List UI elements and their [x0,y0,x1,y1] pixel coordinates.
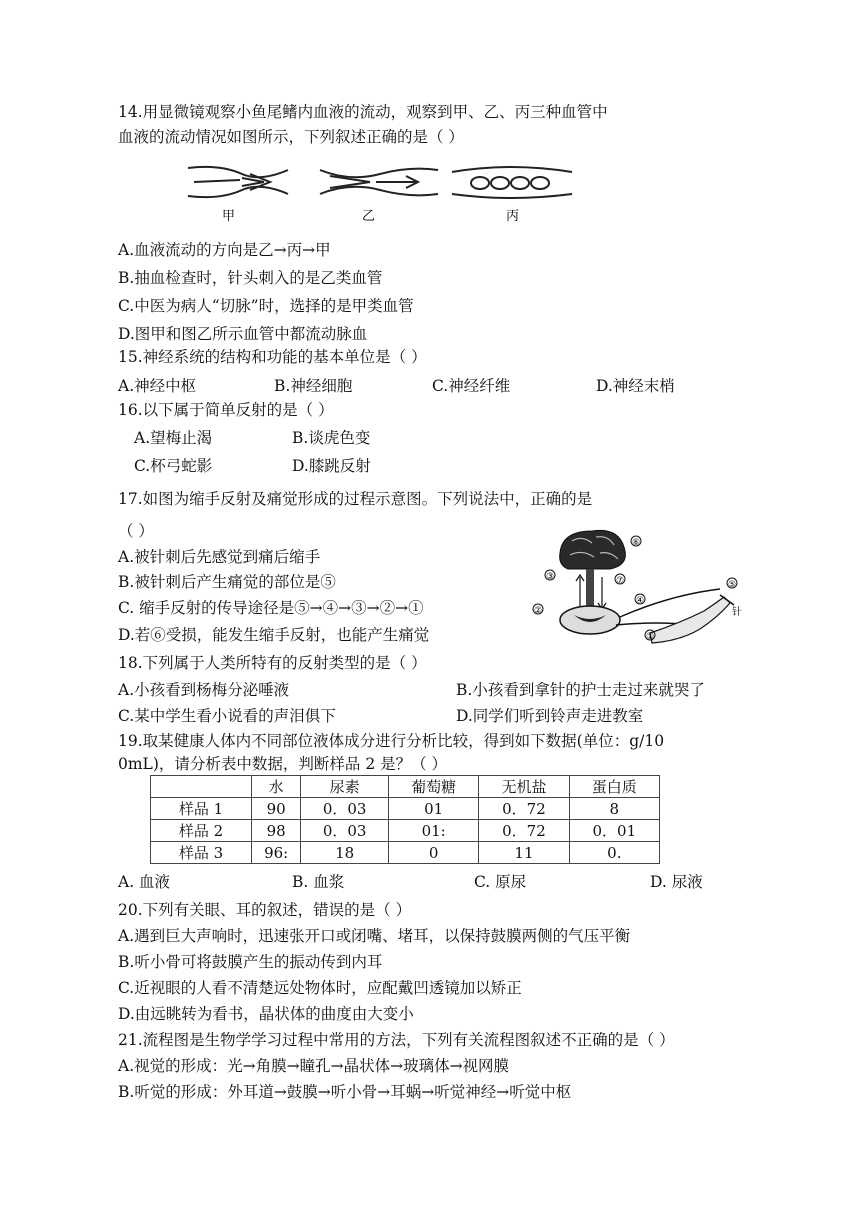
q15-stem: 15.神经系统的结构和功能的基本单位是（ ） [118,348,427,366]
q20-option-b: B.听小骨可将鼓膜产生的振动传到内耳 [118,953,383,971]
vessel-jia-drawing [188,167,288,197]
q20-option-d: D.由远眺转为看书，晶状体的曲度由大变小 [118,1005,414,1023]
q16-option-d: D.膝跳反射 [292,457,371,475]
table-header-cell: 葡萄糖 [388,776,478,798]
q14-option-a: A.血液流动的方向是乙→丙→甲 [118,241,331,259]
figure-label-bing: 丙 [506,209,520,224]
q21-stem: 21.流程图是生物学学习过程中常用的方法，下列有关流程图叙述不正确的是（ ） [118,1031,675,1049]
table-cell: 8 [569,798,659,820]
q17-reflex-arc-figure [520,525,748,649]
table-cell: 96: [252,842,301,864]
q14-blood-vessel-figure [180,160,600,226]
q15-option-c: C.神经纤维 [432,377,511,395]
q17-option-c: C. 缩手反射的传导途径是⑤→④→③→②→① [118,599,424,617]
brain-drawing [560,530,626,569]
q14-stem-line1: 14.用显微镜观察小鱼尾鳍内血液的流动，观察到甲、乙、丙三种血管中 [118,103,608,121]
table-cell: 98 [252,820,301,842]
q16-option-a: A.望梅止渴 [134,429,213,447]
q14-option-d: D.图甲和图乙所示血管中都流动脉血 [118,325,368,343]
table-row [151,842,660,864]
label-7: ⑦ [616,576,625,586]
q16-stem: 16.以下属于简单反射的是（ ） [118,401,334,419]
table-cell: 样品 2 [151,820,252,842]
q19-data-table [150,775,660,864]
q21-option-a: A.视觉的形成：光→角膜→瞳孔→晶状体→玻璃体→视网膜 [118,1057,510,1075]
table-cell: 0．03 [301,798,389,820]
q20-option-c: C.近视眼的人看不清楚远处物体时，应配戴凹透镜加以矫正 [118,979,522,997]
table-header-row [151,776,660,798]
label-3: ③ [546,572,555,582]
spinal-cord-drawing [586,569,594,609]
q21-option-b: B.听觉的形成：外耳道→鼓膜→听小骨→耳蜗→听觉神经→听觉中枢 [118,1083,572,1101]
q17-stem-line1: 17.如图为缩手反射及痛觉形成的过程示意图。下列说法中，正确的是 [118,490,593,508]
q15-option-b: B.神经细胞 [274,377,353,395]
q16-option-b: B.谈虎色变 [292,429,371,447]
label-needle: 针 [732,607,742,618]
label-4: ④ [636,596,645,606]
q17-option-a: A.被针刺后先感觉到痛后缩手 [118,548,321,566]
q18-option-b: B.小孩看到拿针的护士走过来就哭了 [456,681,705,699]
table-row [151,798,660,820]
vessel-yi-drawing [320,169,438,196]
label-6: ⑥ [632,538,641,548]
q18-option-d: D.同学们听到铃声走进教室 [456,707,644,725]
table-header-cell: 无机盐 [479,776,569,798]
q14-stem-line2: 血液的流动情况如图所示，下列叙述正确的是（ ） [118,128,464,146]
table-cell: 01: [388,820,478,842]
q18-option-c: C.某中学生看小说看的声泪俱下 [118,707,336,725]
label-1: ① [646,632,655,642]
table-cell: 0. [569,842,659,864]
q16-option-c: C.杯弓蛇影 [134,457,213,475]
table-cell: 样品 3 [151,842,252,864]
q19-option-a: A. 血液 [118,873,171,891]
q20-option-a: A.遇到巨大声响时，迅速张开口或闭嘴、堵耳，以保持鼓膜两侧的气压平衡 [118,927,631,945]
table-cell: 11 [479,842,569,864]
table-header-cell: 尿素 [301,776,389,798]
q20-stem: 20.下列有关眼、耳的叙述，错误的是（ ） [118,901,412,919]
label-2: ② [534,606,543,616]
q17-option-b: B.被针刺后产生痛觉的部位是⑤ [118,573,336,591]
table-header-cell [151,776,252,798]
q18-stem: 18.下列属于人类所特有的反射类型的是（ ） [118,654,427,672]
table-cell: 18 [301,842,389,864]
table-cell: 0．72 [479,820,569,842]
figure-label-yi: 乙 [362,209,376,224]
q14-option-b: B.抽血检查时，针头刺入的是乙类血管 [118,269,383,287]
figure-label-jia: 甲 [222,209,236,224]
q18-option-a: A.小孩看到杨梅分泌唾液 [118,681,290,699]
q15-option-a: A.神经中枢 [118,377,197,395]
q14-option-c: C.中医为病人“切脉”时，选择的是甲类血管 [118,297,414,315]
q19-option-b: B. 血浆 [292,873,345,891]
table-cell: 0 [388,842,478,864]
q15-option-d: D.神经末梢 [596,377,675,395]
q19-option-c: C. 原尿 [474,873,527,891]
vessel-bing-drawing [452,167,572,198]
q19-stem-line1: 19.取某健康人体内不同部位液体成分进行分析比较，得到如下数据(单位：g/10 [118,732,665,750]
table-cell: 90 [252,798,301,820]
table-cell: 01 [388,798,478,820]
q19-option-d: D. 尿液 [650,873,703,891]
table-cell: 样品 1 [151,798,252,820]
q17-stem-line2: （ ） [118,522,154,540]
table-cell: 0．03 [301,820,389,842]
table-row [151,820,660,842]
arm-drawing [650,597,730,643]
table-cell: 0．01 [569,820,659,842]
table-header-cell: 蛋白质 [569,776,659,798]
q17-option-d: D.若⑥受损，能发生缩手反射，也能产生痛觉 [118,626,430,644]
table-cell: 0．72 [479,798,569,820]
table-header-cell: 水 [252,776,301,798]
label-5: ⑤ [728,580,737,590]
q19-stem-line2: 0mL)，请分析表中数据，判断样品 2 是？（ ） [118,755,448,773]
